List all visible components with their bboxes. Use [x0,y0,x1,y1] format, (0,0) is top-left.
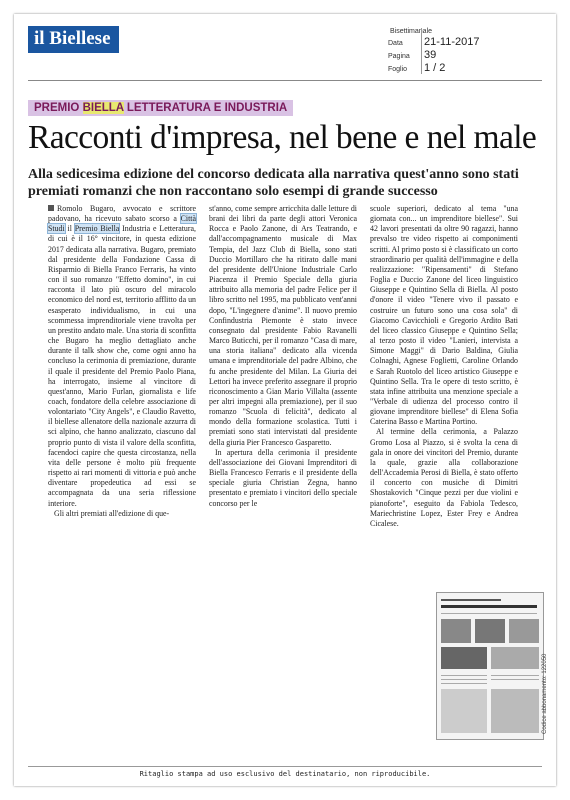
newspaper-clipping [14,14,556,786]
clipping-meta [388,36,538,75]
paragraph: In apertura della cerimonia il presidente dell'associazione dei Giovani Imprenditori di Biella Francesco Ferraris e il presidente della speciale giuria Christian Zegna, hanno presentato e premiato i vincitori dello speciale concorso per le [209,447,357,508]
thumb-line [491,679,539,680]
thumb-rule [441,599,501,601]
sheet-value: 1 / 2 [424,62,446,74]
highlight-premio-biella: Premio Biella [74,224,120,234]
article-subhead: Alla sedicesima edizione del concorso dedicata alla narrativa quest'anno sono stati premiati romanzi che non raccontano solo esempi di grande successo [28,167,519,199]
meta-date-row [388,36,538,49]
thumb-photo [475,619,505,643]
meta-page-row [388,49,538,62]
text-run: il [64,224,75,234]
body-column-3 [370,204,518,564]
sheet-label: Foglio [388,66,408,73]
kicker-highlight: BIELLA [82,102,124,114]
thumb-line [441,675,487,676]
text-run: Romolo Bugaro, avvocato e scrittore padovano, ha ricevuto sabato scorso a [48,204,196,224]
meta-sheet-row [388,62,538,75]
paragraph: st'anno, come sempre arricchita dalle letture di brani dei libri da parte degli attori Veronica Rocca e Paolo Zanone, di Ars Teatrando, e dall'accompagnamento musicale di Max Tempia, del Jazz Club di Biella, sono stati Duccio Mortillaro che ha ritirato dalle mani del presidente dell'Unione Industriale Carlo Piacenza il Premio Speciale della giuria attribuito alla memoria del padre Felice per il libro scritto nel 1995, ma pubblicato vent'anni dopo, "L'ingegnere d'anime". Il nuovo premio Confindustria Piemonte è stato invece consegnato dal presidente Fabio Ravanelli Marco Buticchi, per il romanzo "Casa di mare, una storia italiana" dedicato alla vicenda umana e imprenditoriale del padre Albino, che fu anche presidente del Milan. La Giuria dei Lettori ha invece preferito assegnare il proprio riconoscimento a Gian Mario Villalta (assente per altri impegni alla premiazione), per il suo romanzo "Scuola di felicità", dedicato al mondo della formazione scolastica. Tutti i premiati sono stati intervistati dal presidente della giuria Pier Francesco Gasparetto. [209,204,357,447]
paragraph: Gli altri premiati all'edizione di que- [54,508,170,518]
article-body [48,204,518,564]
top-rule [28,80,542,81]
paragraph: Al termine della cerimonia, a Palazzo Gromo Losa al Piazzo, si è svolta la cena di gala in onore dei vincitori del Premio, durante la quale, grazie alla collaborazione dell'Accademia Perosi di Biella, è stato offerto il concerto con musiche di Dimitri Shostakovich "Cinque pezzi per due violini e pianoforte", eseguito da Fabiola Tedesco, Mariechristine Lopez, Ester Frey e Andrea Cicalese. [370,427,518,528]
page-label: Pagina [388,53,410,60]
meta-divider [421,28,422,74]
thumb-text-block [491,689,539,733]
article-kicker [28,100,293,116]
thumb-line [491,675,539,676]
thumb-line [441,679,487,680]
thumb-line [441,613,537,614]
kicker-suffix: LETTERATURA E INDUSTRIA [123,102,288,114]
thumb-photo [491,647,539,669]
thumb-line [441,683,487,684]
kicker-prefix: PREMIO [34,102,83,114]
date-label: Data [388,40,403,47]
thumb-text-block [441,689,487,733]
article-headline: Racconti d'impresa, nel bene e nel male [28,119,537,156]
thumb-headline [441,605,537,608]
text-run: Industria e Letteratura, di cui è il 16° vincitore, in questa edizione 2017 dedicata alla narrativa. Bugaro, premiato dal presidente della Fondazione Cassa di Risparmio di Biella Franco Ferraris, ha vinto con il suo romanzo "Effetto domino", in cui racconta il lato più oscuro del miracolo economico del nord est, territorio afflitto da un esasperato individualismo, in cui una scommessa imprenditoriale viene travolta per un prestito andato male. Una storia di sconfitta che Bugaro ha meglio dettagliato anche durante il talk show che, come ogni anno ha concluso la cerimonia di premiazione, durante il quale il presidente del Premio Paolo Piana, ha interrogato, insieme al vincitore di quest'anno, Mario Furlan, giornalista e life coach, fondatore della celebre associazione di volontariato "City Angels", e Claudio Ravetto, il biellese allenatore della nazionale azzurra di sci alpino, che hanno analizzato, ciascuno dal proprio punto di vista il valore della sconfitta, facendoci capire che questa circostanza, nella vita delle persone è molto più frequente rispetto ai rari momenti di vittoria e può anche diventare propedeutica ad essi se accompagnata da una seria riflessione interiore. [48,224,196,508]
publication-frequency: Bisettimanale [390,28,433,35]
paragraph [48,204,196,509]
newspaper-logo: il Biellese [28,26,119,53]
paragraph: scuole superiori, dedicato al tema "una giornata con... un imprenditore biellese". Sui 42 lavori presentati da oltre 90 ragazzi, hanno prevalso tre video rispetto ai componimenti scritti. Al primo posto si è classificato un corto straordinario per qualità dell'immagine e della realizzazione: "Ripensamenti" di Stefano Foglia e Duccio Zanone del liceo linguistico Giuseppe e Quintino Sella di Biella. Al posto d'onore il video "Tenere vivo il passato e costruire un futuro sono una cosa sola" di Giacomo Cavicchioli e Gregorio Ardito Bati del liceo classico Giuseppe e Quintino Sella; al terzo posto il video "Lanieri, intervista a Simone Maggi" di Dario Baldina, Giulia Colnaghi, Agnese Foglietti, Caroline Orlando e Sarah Ruotolo del liceo artistico Giuseppe e Quintino Sella. Tra le opere di testo scritto, è stata infine attribuita una menzione speciale a "Verbale di udienza del processo contro il giovane imprenditore biellese" di Elena Sofia Caterina Basso e Martina Portino. [370,204,518,427]
thumb-photo [441,647,487,669]
page-thumbnail [436,592,544,740]
thumb-photo [441,619,471,643]
subscription-code: Codice abbonamento: 122050 [542,653,548,734]
masthead [28,26,119,53]
page-value: 39 [424,49,437,61]
date-value: 21-11-2017 [424,36,480,48]
body-column-2 [209,204,357,564]
body-column-1 [48,204,196,564]
lead-square-icon [48,205,54,211]
reproduction-notice: Ritaglio stampa ad uso esclusivo del destinatario, non riproducibile. [28,766,542,781]
thumb-photo [509,619,539,643]
highlight-citta-studi: Città Studi [48,214,196,234]
